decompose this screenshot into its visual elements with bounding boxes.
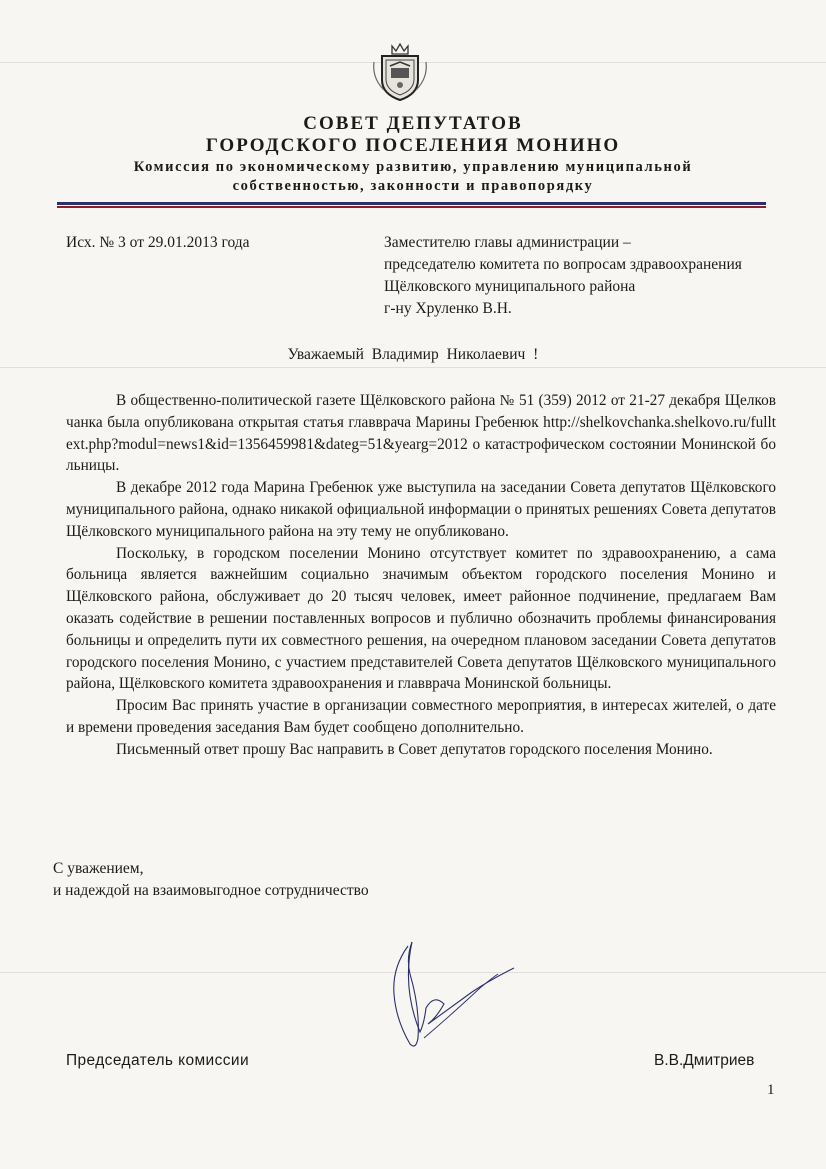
paragraph: Письменный ответ прошу Вас направить в Совет депутатов городского поселения Монино. [116, 740, 713, 758]
closing-line: С уважением, [53, 860, 144, 877]
greeting: Уважаемый Владимир Николаевич ! [287, 346, 539, 363]
org-subtitle: ГОРОДСКОГО ПОСЕЛЕНИЯ МОНИНО [205, 135, 621, 156]
handwritten-signature [380, 928, 520, 1053]
closing-block [53, 858, 369, 902]
scan-artifact [0, 367, 826, 368]
outgoing-reference: Исх. № 3 от 29.01.2013 года [66, 234, 250, 251]
header-divider [57, 202, 766, 205]
addressee-line: Заместителю главы администрации – [384, 234, 631, 251]
paragraph: Поскольку, в городском поселении Монино отсутствует комитет по здравоохранению, а сама больница является важнейшим социально значимым объектом городского поселения Монино и Щёлковского района, обслуживает до 20 тысяч человек, имеет районное подчинение, предлагаем Вам оказать содействие в решении поставленных вопросов и публично обозначить проблемы финансирования больницы и определить пути их совместного решения, на очередном плановом заседании Совета депутатов городского поселения Монино, с участием представителей Совета депутатов Щёлковского муниципального района, Щёлковского комитета здравоохранения и главврача Монинской больницы. [66, 544, 776, 693]
commission-name-line1: Комиссия по экономическому развитию, управлению муниципальной [133, 159, 693, 175]
paragraph: В общественно-политической газете Щёлковского района № 51 (359) 2012 от 21-27 декабря Щелковчанка была опубликована открытая статья главврача Марины Гребенюк http://shelkovchanka.shelkovo.ru/fulltext.php?modul=news1&id=1356459981&dateg=51&yearg=2012 о катастрофическом состоянии Монинской больницы. [66, 392, 776, 475]
closing-line: и надеждой на взаимовыгодное сотрудничество [53, 882, 369, 899]
page-number: 1 [767, 1082, 775, 1098]
letter-body [66, 390, 776, 761]
addressee-line: г-ну Хруленко В.Н. [384, 300, 512, 317]
paragraph: Просим Вас принять участие в организации совместного мероприятия, в интересах жителей, о дате и времени проведения заседания Вам будет сообщено дополнительно. [66, 697, 776, 736]
paragraph: В декабре 2012 года Марина Гребенюк уже выступила на заседании Совета депутатов Щёлковского муниципального района, однако никакой официальной информации о принятых решениях Совета депутатов Щёлковского муниципального района на эту тему не опубликовано. [66, 479, 776, 540]
org-title: СОВЕТ ДЕПУТАТОВ [303, 113, 523, 134]
addressee-line: Щёлковского муниципального района [384, 278, 636, 295]
signatory-position: Председатель комиссии [66, 1052, 250, 1069]
addressee-block [384, 232, 804, 320]
header-divider-accent [57, 206, 766, 208]
coat-of-arms-icon [370, 42, 430, 104]
addressee-line: председателю комитета по вопросам здравоохранения [384, 256, 742, 273]
signatory-name: В.В.Дмитриев [654, 1052, 755, 1069]
commission-name-line2: собственностью, законности и правопорядку [232, 178, 594, 194]
